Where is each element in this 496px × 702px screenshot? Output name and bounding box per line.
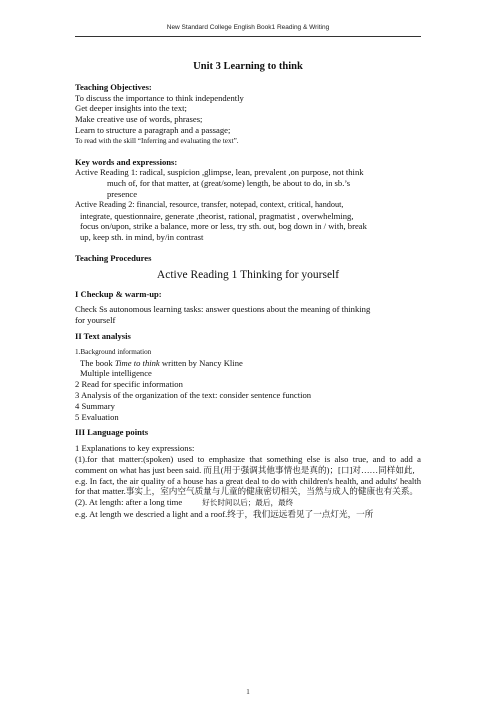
keywords-heading: Key words and expressions: [75, 156, 178, 167]
checkup-line: for yourself [75, 315, 116, 326]
language-points-heading: III Language points [75, 427, 149, 438]
analysis-item: 3 Analysis of the organization of the text: consider sentence function [75, 389, 312, 400]
keywords-ar2-line: integrate, questionnaire, generate ,theorist, rational, pragmatist , overwhelming, [80, 210, 354, 221]
keywords-ar2-line: Active Reading 2: financial, resource, transfer, notepad, context, critical, handout, [75, 199, 344, 209]
objective-item: To read with the skill “Inferring and evaluating the text”. [75, 136, 239, 145]
expression-example: e.g. At length we descried a light and a roof.终于，我们远远看见了一点灯光，一所 [75, 508, 374, 519]
checkup-heading: I Checkup & warm-up: [75, 288, 162, 299]
keywords-ar1-line: Active Reading 1: radical, suspicion ,glimpse, lean, prevalent ,on purpose, not think [75, 167, 364, 178]
expression-definition: (1).for that matter:(spoken) used to emphasize that something else is also true, and to add a comment on what has just been said. 而且(用于强调其他事情也是真的)；[口]对……同样如此, [75, 453, 421, 475]
header-rule [75, 36, 421, 37]
unit-title: Unit 3 Learning to think [193, 61, 303, 72]
key-expressions-intro: 1 Explanations to key expressions: [75, 443, 195, 454]
objective-item: Learn to structure a paragraph and a passage; [75, 124, 231, 135]
objective-item: Get deeper insights into the text; [75, 103, 187, 114]
objective-item: To discuss the importance to think independently [75, 92, 244, 103]
keywords-ar1-line: presence [107, 188, 138, 199]
analysis-item: 5 Evaluation [75, 411, 119, 422]
objective-item: Make creative use of words, phrases; [75, 114, 203, 125]
objectives-heading: Teaching Objectives: [75, 81, 152, 92]
checkup-line: Check Ss autonomous learning tasks: answer questions about the meaning of thinking [75, 304, 371, 315]
keywords-ar2-line: focus on/upon, strike a balance, more or less, try sth. out, bog down in / with, break [80, 221, 367, 232]
page-content [75, 62, 421, 520]
analysis-item: 2 Read for specific information [75, 379, 183, 390]
book-reference: The book Time to think written by Nancy Kline [80, 357, 243, 368]
expression-definition: (2). At length: after a long time 好长时间以后；最后，最终 [75, 497, 294, 508]
text-analysis-heading: II Text analysis [75, 330, 131, 341]
book-title: Time to think [114, 357, 160, 368]
running-header: New Standard College English Book1 Reading & Writing [166, 24, 330, 31]
active-reading-title: Active Reading 1 Thinking for yourself [156, 268, 340, 281]
keywords-ar1-line: much of, for that matter, at (great/some) length, be about to do, in sb.’s [107, 178, 351, 189]
multiple-intelligence-item: Multiple intelligence [80, 368, 152, 379]
page-number: 1 [246, 688, 250, 696]
expression-example: e.g. In fact, the air quality of a house has a great deal to do with children's health, and adults' health for that matter.事实上，室内空气质量与儿童的健康密切相关，当然与成人的健康也有关系。 [75, 475, 421, 497]
background-info-item: 1.Background information [75, 347, 152, 356]
analysis-item: 4 Summary [75, 400, 115, 411]
procedures-heading: Teaching Procedures [75, 252, 152, 263]
keywords-ar2-line: up, keep sth. in mind, by/in contrast [80, 232, 204, 243]
